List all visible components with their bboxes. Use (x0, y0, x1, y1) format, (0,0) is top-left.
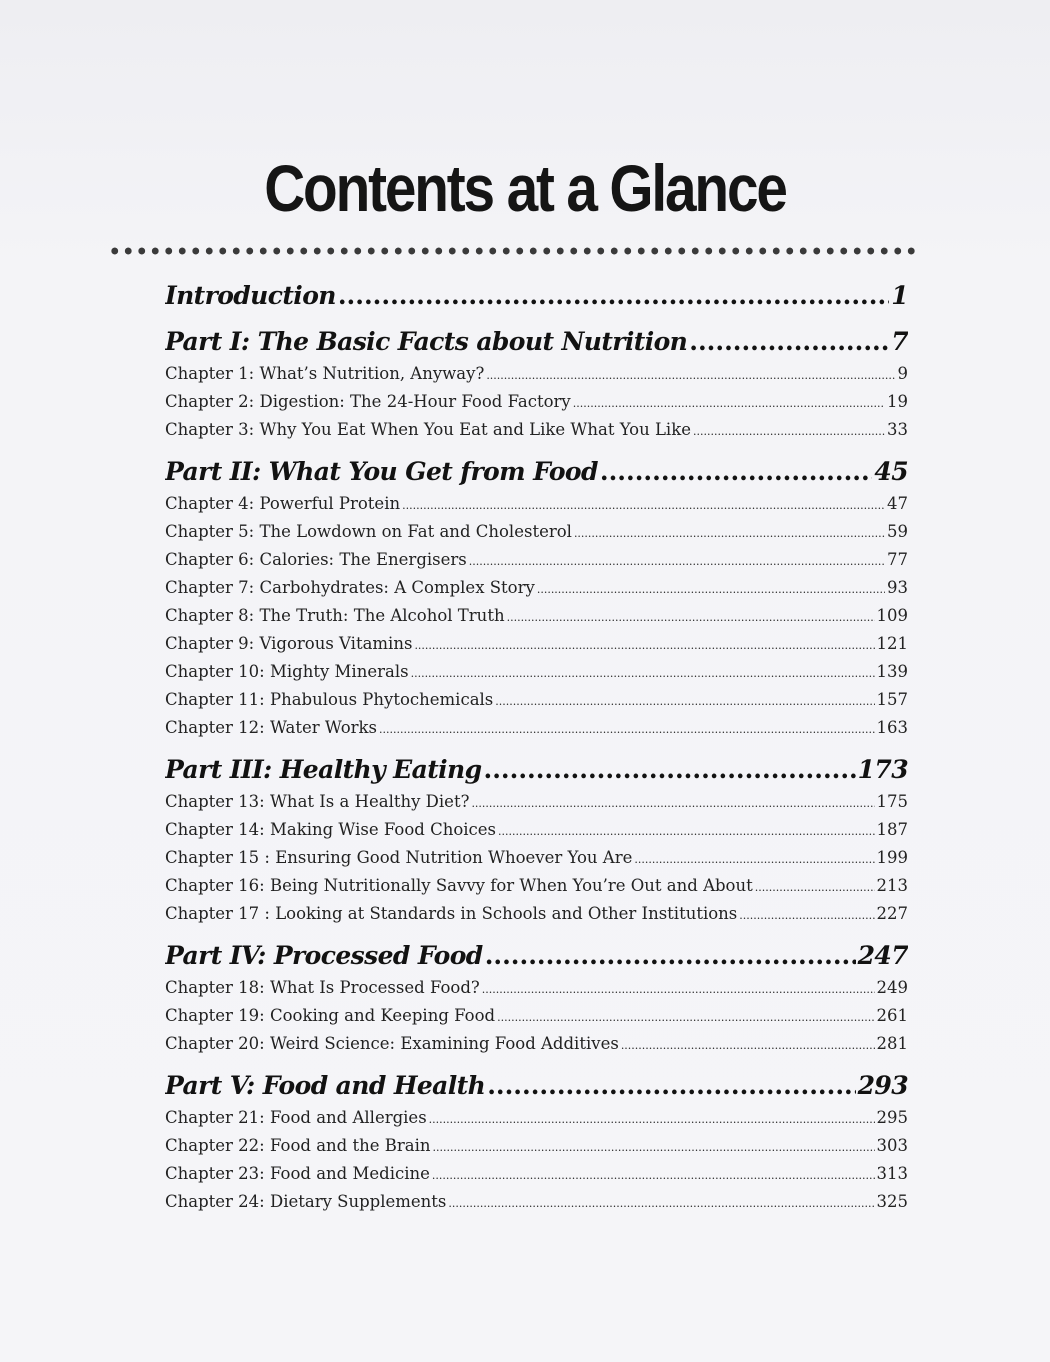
toc-part-entry (165, 454, 908, 490)
toc-entry-label: Chapter 6: Calories: The Energisers (165, 550, 467, 569)
toc-entry-page-number: 45 (874, 457, 908, 486)
toc-entry-page-number: 303 (876, 1136, 908, 1155)
toc-entry-page-number: 213 (876, 876, 908, 895)
dot-leader (497, 1002, 874, 1030)
dot-leader (414, 630, 874, 658)
toc-entry-page-number: 325 (876, 1192, 908, 1211)
dot-leader (487, 1068, 855, 1104)
toc-entry-page-number: 281 (876, 1034, 908, 1053)
toc-entry-label: Part III: Healthy Eating (165, 755, 482, 784)
toc-chapter-entry (165, 974, 908, 1002)
toc-entry-label: Chapter 5: The Lowdown on Fat and Cholesterol (165, 522, 572, 541)
toc-entry-label: Part IV: Processed Food (165, 941, 483, 970)
toc-entry-label: Chapter 17 : Looking at Standards in Schools and Other Institutions (165, 904, 738, 923)
toc-entry-label: Chapter 12: Water Works (165, 718, 377, 737)
dot-leader (498, 816, 875, 844)
toc-entry-label: Part II: What You Get from Food (165, 457, 598, 486)
toc-entry-label: Chapter 24: Dietary Supplements (165, 1192, 447, 1211)
toc-entry-page-number: 199 (876, 848, 908, 867)
toc-entry-page-number: 313 (876, 1164, 908, 1183)
toc-part-entry (165, 324, 908, 360)
dot-leader (621, 1030, 875, 1058)
toc-entry-label: Part V: Food and Health (165, 1071, 486, 1100)
toc-entry-label: Chapter 7: Carbohydrates: A Complex Story (165, 578, 535, 597)
toc-entry-page-number: 249 (876, 978, 908, 997)
toc-entry-page-number: 93 (887, 578, 908, 597)
toc-chapter-entry (165, 574, 908, 602)
dot-leader (495, 686, 874, 714)
toc-entry-page-number: 187 (876, 820, 908, 839)
toc-entry-page-number: 7 (891, 327, 908, 356)
toc-entry-page-number: 1 (891, 281, 908, 310)
toc-chapter-entry (165, 658, 908, 686)
toc-chapter-entry (165, 602, 908, 630)
toc-chapter-entry (165, 388, 908, 416)
toc-chapter-entry (165, 1030, 908, 1058)
dot-leader (485, 938, 856, 974)
toc-chapter-entry (165, 1002, 908, 1030)
toc-entry-label: Chapter 15 : Ensuring Good Nutrition Whoever You Are (165, 848, 633, 867)
dot-leader (755, 872, 875, 900)
toc-chapter-entry (165, 360, 908, 388)
toc-entry-label: Introduction (165, 281, 336, 310)
table-of-contents (165, 278, 908, 1216)
toc-entry-page-number: 9 (897, 364, 908, 383)
page-title: Contents at a Glance (264, 151, 786, 225)
dot-leader (411, 658, 875, 686)
dot-leader (469, 546, 885, 574)
toc-entry-page-number: 163 (876, 718, 908, 737)
toc-entry-page-number: 293 (857, 1071, 908, 1100)
toc-entry-page-number: 109 (876, 606, 908, 625)
toc-chapter-entry (165, 1160, 908, 1188)
dot-leader (482, 974, 875, 1002)
toc-chapter-entry (165, 788, 908, 816)
toc-entry-label: Chapter 20: Weird Science: Examining Food Additives (165, 1034, 619, 1053)
toc-entry-label: Chapter 13: What Is a Healthy Diet? (165, 792, 470, 811)
toc-entry-page-number: 33 (887, 420, 908, 439)
dot-leader (486, 360, 895, 388)
dot-leader (537, 574, 885, 602)
dot-leader (432, 1160, 875, 1188)
toc-entry-page-number: 19 (887, 392, 908, 411)
dot-leader (693, 416, 885, 444)
toc-chapter-entry (165, 416, 908, 444)
toc-entry-page-number: 227 (876, 904, 908, 923)
dot-leader (433, 1132, 875, 1160)
toc-chapter-entry (165, 490, 908, 518)
toc-part-entry (165, 1068, 908, 1104)
toc-part-entry (165, 278, 908, 314)
toc-chapter-entry (165, 900, 908, 928)
dot-leader (379, 714, 875, 742)
dot-leader (600, 454, 873, 490)
toc-entry-label: Chapter 16: Being Nutritionally Savvy for When You’re Out and About (165, 876, 753, 895)
toc-entry-label: Chapter 4: Powerful Protein (165, 494, 401, 513)
toc-entry-label: Chapter 11: Phabulous Phytochemicals (165, 690, 494, 709)
toc-entry-page-number: 47 (887, 494, 908, 513)
toc-entry-label: Chapter 10: Mighty Minerals (165, 662, 409, 681)
toc-entry-label: Chapter 1: What’s Nutrition, Anyway? (165, 364, 485, 383)
dot-leader (429, 1104, 875, 1132)
dot-leader (484, 752, 856, 788)
toc-chapter-entry (165, 816, 908, 844)
toc-entry-label: Chapter 3: Why You Eat When You Eat and Like What You Like (165, 420, 691, 439)
dot-leader (574, 518, 885, 546)
toc-part-entry (165, 938, 908, 974)
toc-part-entry (165, 752, 908, 788)
dot-leader (634, 844, 874, 872)
dot-leader (573, 388, 885, 416)
toc-chapter-entry (165, 518, 908, 546)
toc-entry-label: Chapter 18: What Is Processed Food? (165, 978, 480, 997)
toc-chapter-entry (165, 546, 908, 574)
toc-entry-label: Chapter 2: Digestion: The 24-Hour Food Factory (165, 392, 571, 411)
toc-entry-page-number: 59 (887, 522, 908, 541)
toc-entry-page-number: 175 (876, 792, 908, 811)
dotted-divider (108, 246, 916, 256)
toc-entry-label: Chapter 14: Making Wise Food Choices (165, 820, 496, 839)
toc-entry-page-number: 295 (876, 1108, 908, 1127)
dot-leader (507, 602, 875, 630)
toc-chapter-entry (165, 844, 908, 872)
toc-entry-page-number: 247 (857, 941, 908, 970)
toc-chapter-entry (165, 872, 908, 900)
toc-entry-page-number: 77 (887, 550, 908, 569)
toc-entry-page-number: 261 (876, 1006, 908, 1025)
toc-entry-label: Chapter 8: The Truth: The Alcohol Truth (165, 606, 505, 625)
dot-leader (739, 900, 874, 928)
toc-chapter-entry (165, 1132, 908, 1160)
dot-leader (471, 788, 874, 816)
dot-leader (448, 1188, 874, 1216)
toc-entry-label: Chapter 19: Cooking and Keeping Food (165, 1006, 496, 1025)
dot-leader (689, 324, 889, 360)
toc-entry-label: Chapter 22: Food and the Brain (165, 1136, 431, 1155)
toc-entry-label: Chapter 21: Food and Allergies (165, 1108, 427, 1127)
toc-chapter-entry (165, 686, 908, 714)
toc-chapter-entry (165, 1188, 908, 1216)
toc-entry-page-number: 173 (857, 755, 908, 784)
toc-entry-label: Part I: The Basic Facts about Nutrition (165, 327, 688, 356)
toc-entry-page-number: 139 (876, 662, 908, 681)
dot-leader (402, 490, 885, 518)
toc-entry-label: Chapter 9: Vigorous Vitamins (165, 634, 413, 653)
toc-chapter-entry (165, 630, 908, 658)
toc-entry-page-number: 157 (876, 690, 908, 709)
toc-chapter-entry (165, 714, 908, 742)
toc-entry-page-number: 121 (876, 634, 908, 653)
dot-leader (338, 278, 889, 314)
toc-chapter-entry (165, 1104, 908, 1132)
toc-entry-label: Chapter 23: Food and Medicine (165, 1164, 430, 1183)
